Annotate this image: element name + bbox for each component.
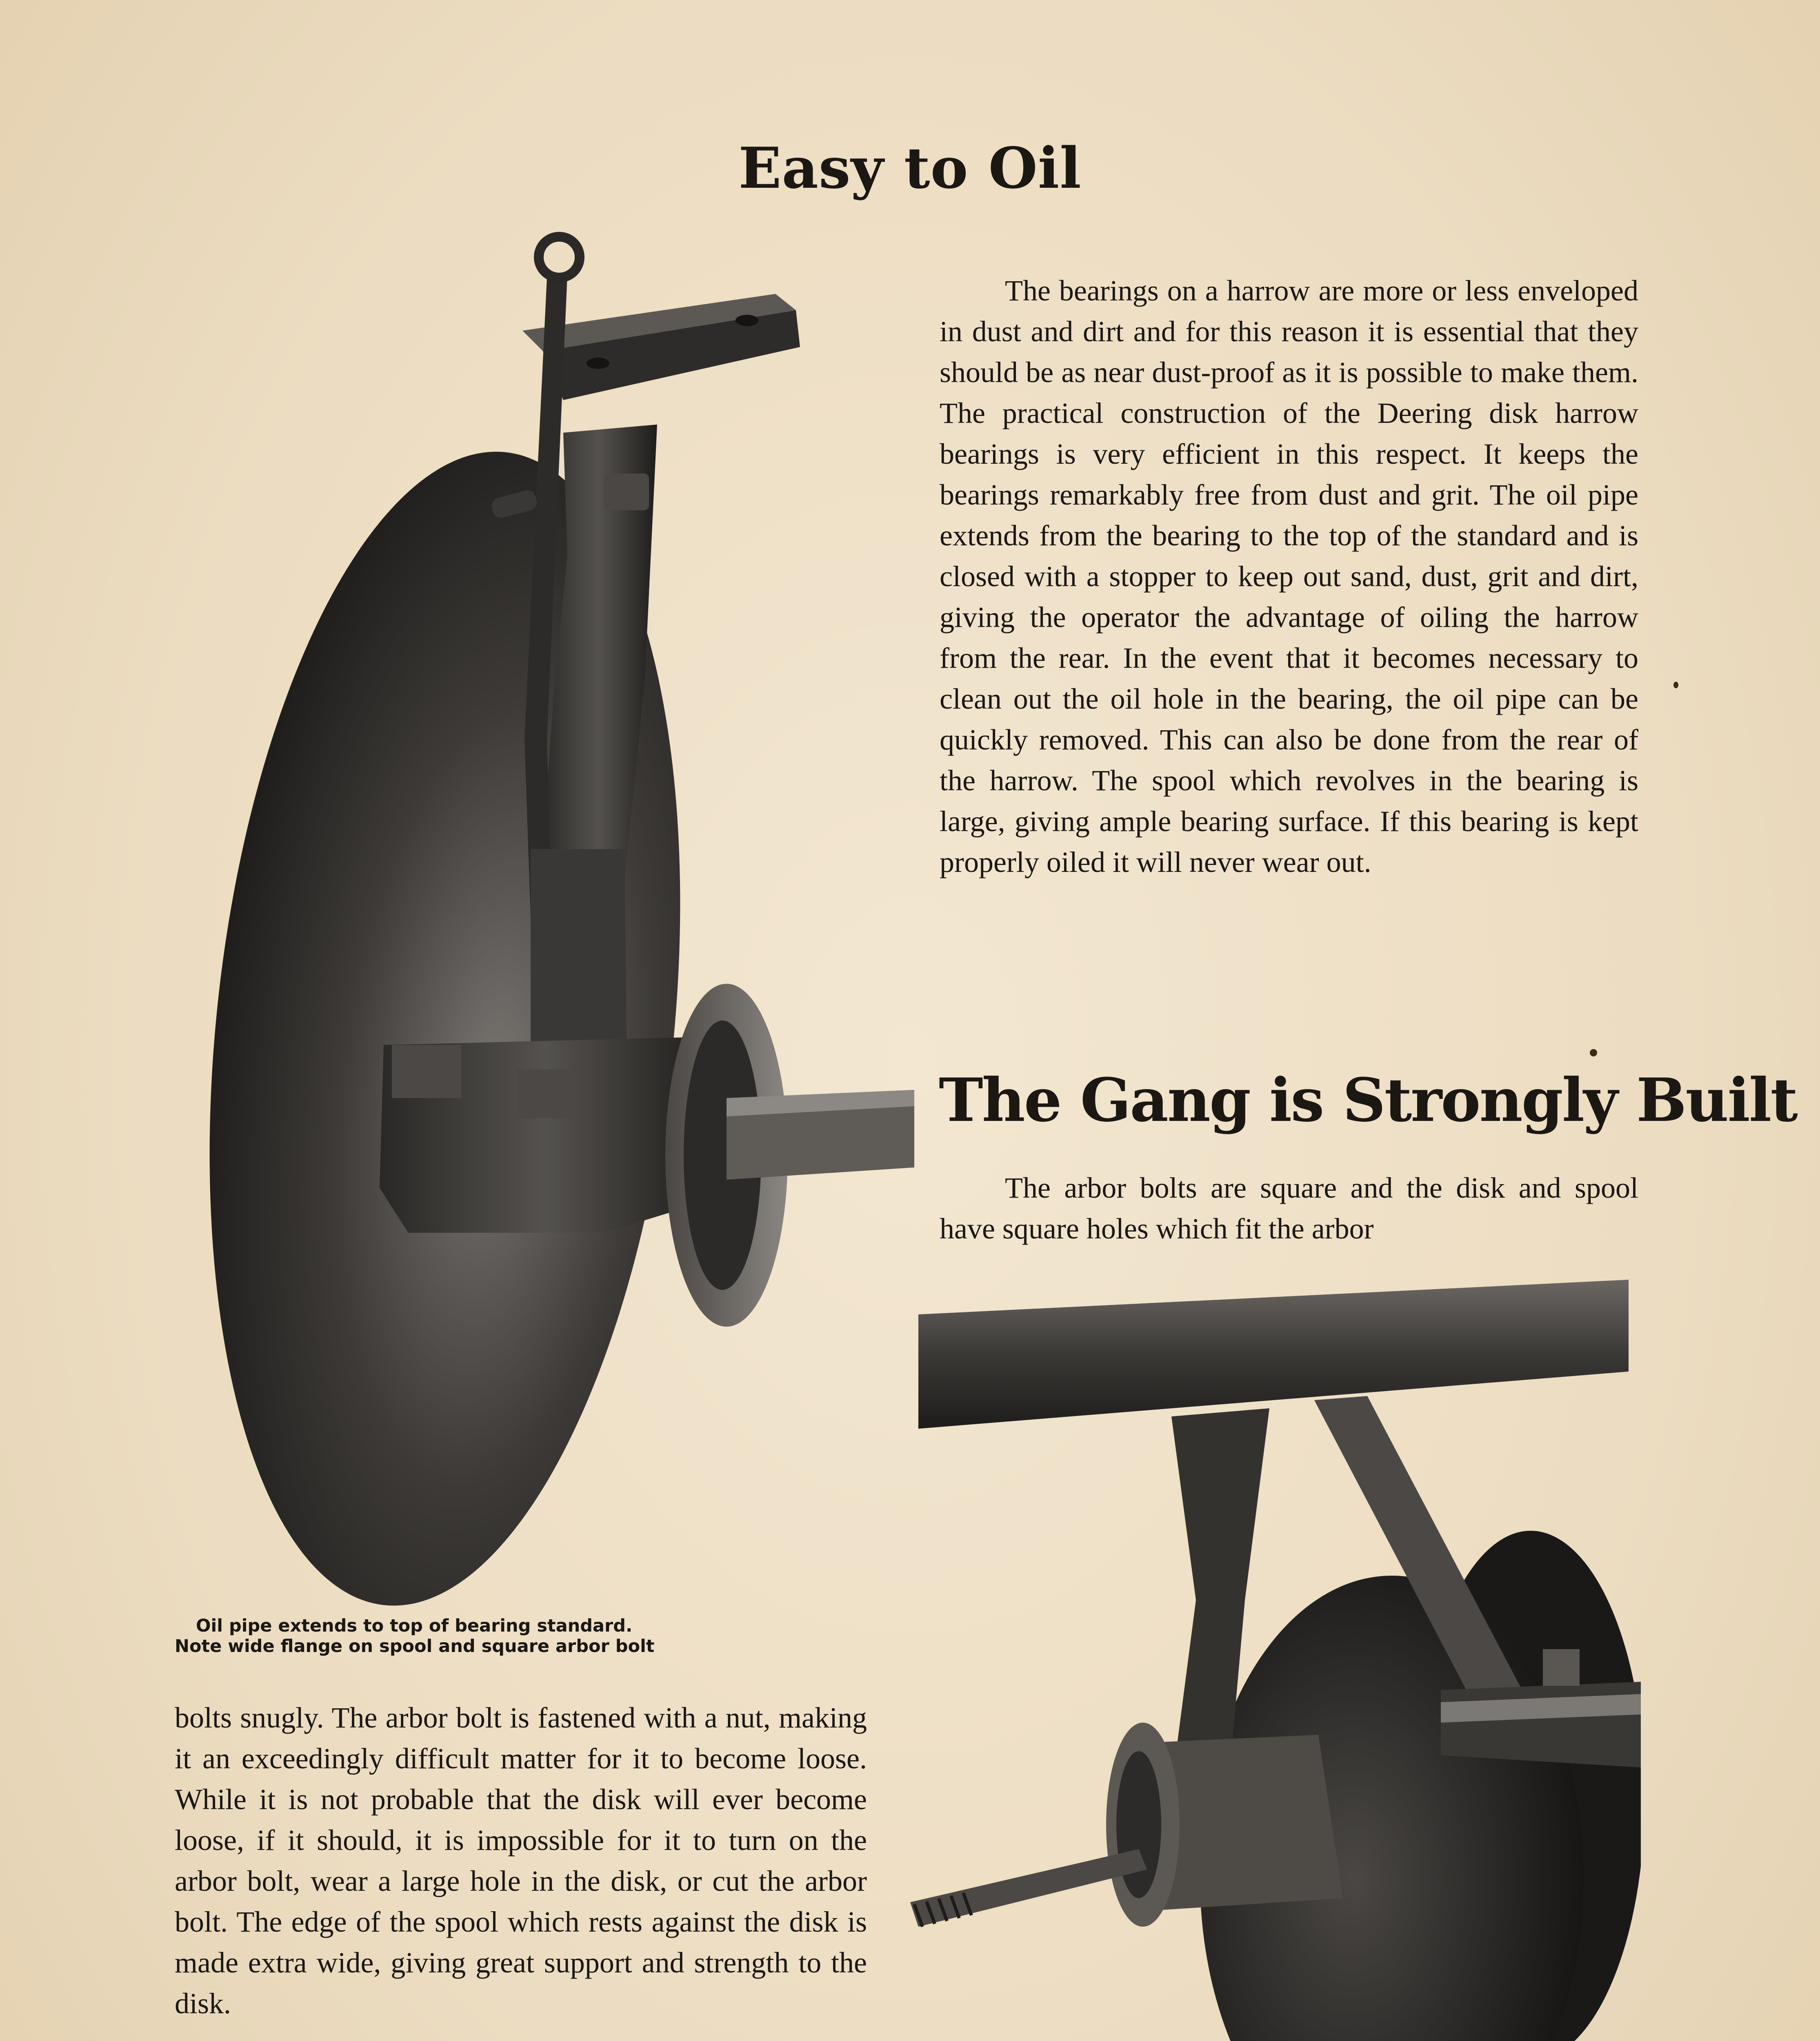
oil-pipe-caption bbox=[175, 1616, 654, 1656]
oil-pipe-caption-line-1: Oil pipe extends to top of bearing standard. bbox=[196, 1616, 633, 1636]
bearings-paragraph: The bearings on a harrow are more or less enveloped in dust and dirt and for this reason it is essential that they should be as near dust-proof as it is possible to make them. The practical construction of the Deering disk harrow bearings is very efficient in this respect. It keeps the bearings remarkably free from dust and grit. The oil pipe extends from the bearing to the top of the standard and is closed with a stopper to keep out sand, dust, grit and dirt, giving the operator the advantage of oiling the harrow from the rear. In the event that it becomes necessary to clean out the oil hole in the bearing, the oil pipe can be quickly removed. This can also be done from the rear of the harrow. The spool which revolves in the bearing is large, giving ample bearing surface. If this bearing is kept properly oiled it will never wear out. bbox=[940, 274, 1638, 878]
section-heading: The Gang is Strongly Built bbox=[939, 1065, 1797, 1135]
gang-bearing-cutaway-illustration bbox=[910, 1274, 1641, 2041]
page-title: Easy to Oil bbox=[738, 135, 1082, 201]
gang-paragraph-start: The arbor bolts are square and the disk and spool have square holes which fit the arbor bbox=[940, 1172, 1638, 1245]
disk-bearing-standard-illustration bbox=[155, 229, 931, 1608]
paper-speck bbox=[1590, 1049, 1597, 1056]
paper-speck bbox=[1673, 682, 1678, 688]
gang-paragraph-continued: bolts snugly. The arbor bolt is fastened with a nut, making it an exceedingly difficult matter for it to become loose. While it is not probable that the disk will ever become loose, if it should, it is impossible for it to turn on the arbor bolt, wear a large hole in the disk, or cut the arbor bolt. The edge of the spool which rests against the disk is made extra wide, giving great support and strength to the disk. bbox=[175, 1701, 867, 2020]
oil-pipe-caption-line-2: Note wide flange on spool and square arbor bolt bbox=[175, 1636, 655, 1656]
